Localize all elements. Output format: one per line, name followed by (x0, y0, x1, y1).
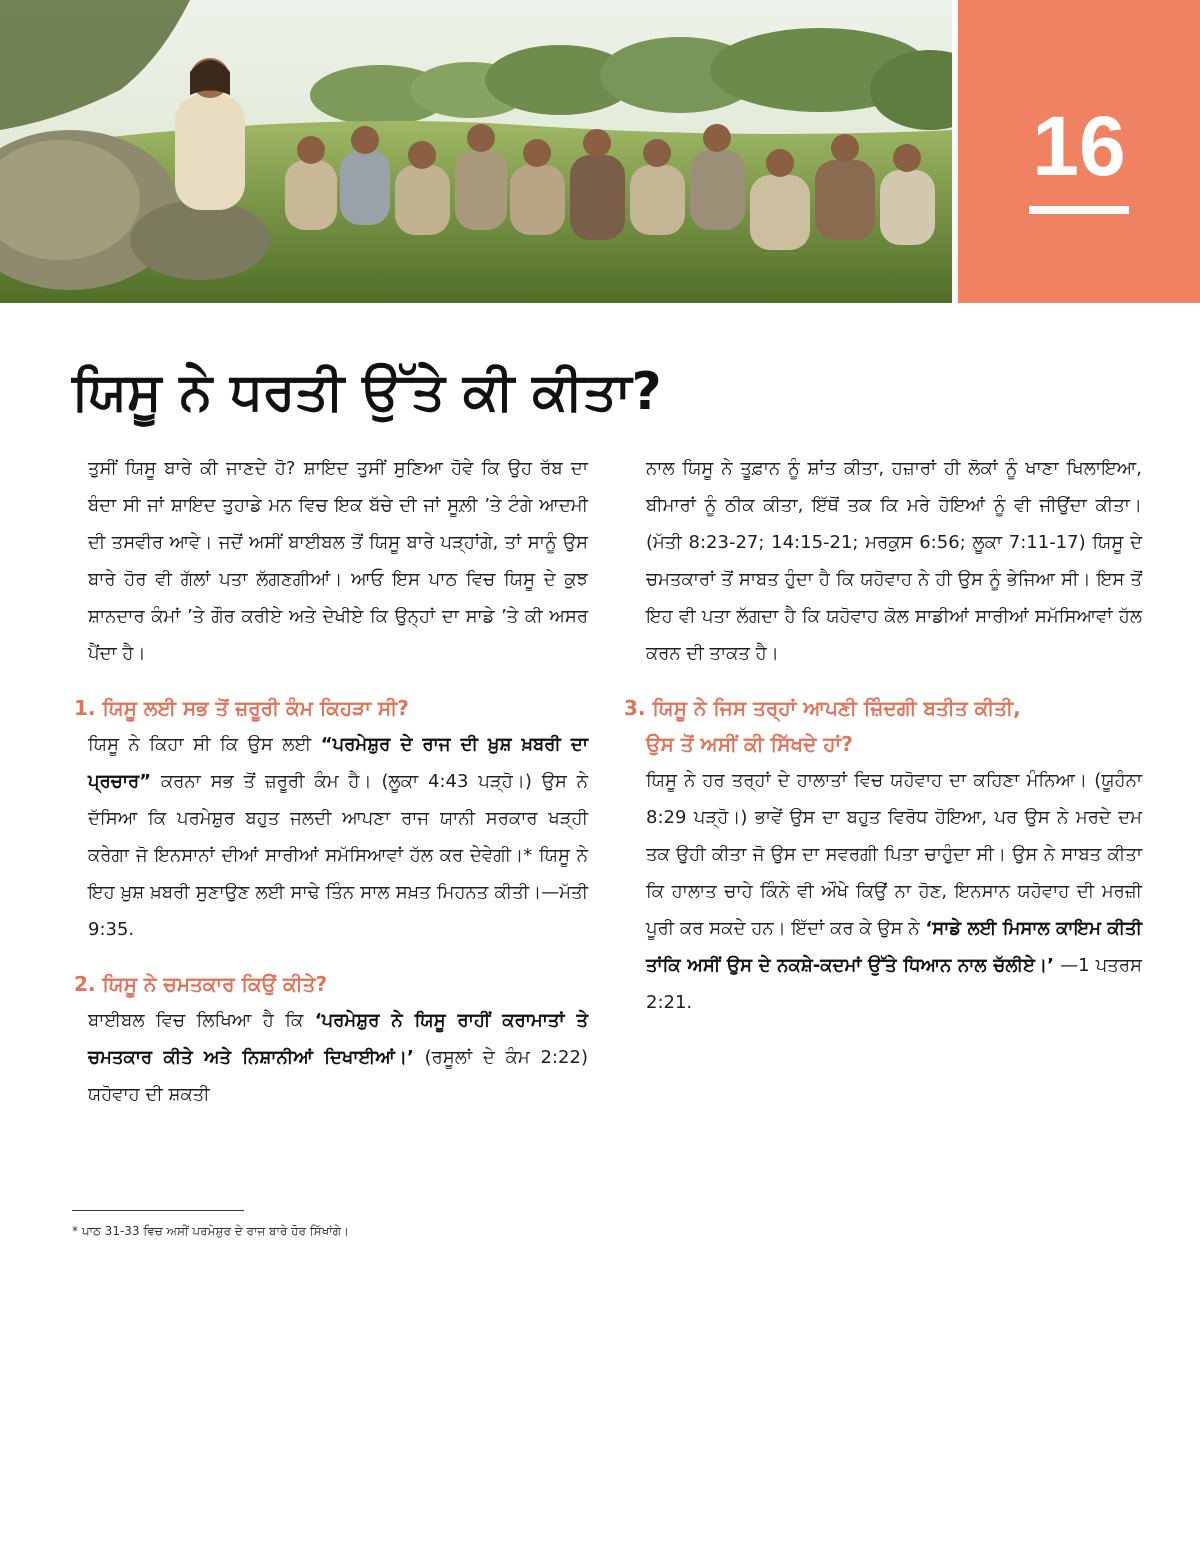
answer-1-paragraph (88, 726, 588, 948)
footnote-divider (72, 1210, 244, 1211)
question-2 (74, 966, 588, 1002)
question-1 (74, 690, 588, 726)
question-3-text-line-2: ਉਸ ਤੋਂ ਅਸੀਂ ਕੀ ਸਿੱਖਦੇ ਹਾਂ? (646, 732, 853, 756)
answer-3-emphasis: ‘ਸਾਡੇ ਲਈ ਮਿਸਾਲ ਕਾਇਮ ਕੀਤੀ ਤਾਂਕਿ ਅਸੀਂ ਉਸ ਦੇ ਨਕਸ਼ੇ-ਕਦਮਾਂ ਉੱਤੇ ਧਿਆਨ ਨਾਲ ਚੱਲੀਏ।’ (646, 918, 1142, 976)
answer-3-paragraph (646, 762, 1142, 1021)
lesson-number: 16 (1032, 99, 1126, 193)
right-column (624, 450, 1142, 1021)
question-3-number: 3. (624, 696, 646, 720)
question-1-text: ਯਿਸੂ ਲਈ ਸਭ ਤੋਂ ਜ਼ਰੂਰੀ ਕੰਮ ਕਿਹੜਾ ਸੀ? (102, 696, 409, 720)
answer-3-text-after: —1 ਪਤਰਸ 2:21. (646, 955, 1142, 1013)
answer-3-text-before: ਯਿਸੂ ਨੇ ਹਰ ਤਰ੍ਹਾਂ ਦੇ ਹਾਲਾਤਾਂ ਵਿਚ ਯਹੋਵਾਹ ਦਾ ਕਹਿਣਾ ਮੰਨਿਆ। (ਯੂਹੰਨਾ 8:29 ਪੜ੍ਹੋ।) ਭਾਵੇਂ ਉਸ ਦਾ ਬਹੁਤ ਵਿਰੋਧ ਹੋਇਆ, ਪਰ ਉਸ ਨੇ ਮਰਦੇ ਦਮ ਤਕ ਉਹੀ ਕੀਤਾ ਜੋ ਉਸ ਦਾ ਸਵਰਗੀ ਪਿਤਾ ਚਾਹੁੰਦਾ ਸੀ। ਉਸ ਨੇ ਸਾਬਤ ਕੀਤਾ ਕਿ ਹਾਲਾਤ ਚਾਹੇ ਕਿੰਨੇ ਵੀ ਔਖੇ ਕਿਉਂ ਨਾ ਹੋਣ, ਇਨਸਾਨ ਯਹੋਵਾਹ ਦੀ ਮਰਜ਼ੀ ਪੂਰੀ ਕਰ ਸਕਦੇ ਹਨ। ਇੱਦਾਂ ਕਰ ਕੇ ਉਸ ਨੇ (646, 770, 1142, 939)
intro-paragraph: ਤੁਸੀਂ ਯਿਸੂ ਬਾਰੇ ਕੀ ਜਾਣਦੇ ਹੋ? ਸ਼ਾਇਦ ਤੁਸੀਂ ਸੁਣਿਆ ਹੋਵੇ ਕਿ ਉਹ ਰੱਬ ਦਾ ਬੰਦਾ ਸੀ ਜਾਂ ਸ਼ਾਇਦ ਤੁਹਾਡੇ ਮਨ ਵਿਚ ਇਕ ਬੱਚੇ ਦੀ ਜਾਂ ਸੂਲ਼ੀ ’ਤੇ ਟੰਗੇ ਆਦਮੀ ਦੀ ਤਸਵੀਰ ਆਵੇ। ਜਦੋਂ ਅਸੀਂ ਬਾਈਬਲ ਤੋਂ ਯਿਸੂ ਬਾਰੇ ਪੜ੍ਹਾਂਗੇ, ਤਾਂ ਸਾਨੂੰ ਉਸ ਬਾਰੇ ਹੋਰ ਵੀ ਗੱਲਾਂ ਪਤਾ ਲੱਗਣਗੀਆਂ। ਆਓ ਇਸ ਪਾਠ ਵਿਚ ਯਿਸੂ ਦੇ ਕੁਝ ਸ਼ਾਨਦਾਰ ਕੰਮਾਂ ’ਤੇ ਗੌਰ ਕਰੀਏ ਅਤੇ ਦੇਖੀਏ ਕਿ ਉਨ੍ਹਾਂ ਦਾ ਸਾਡੇ ’ਤੇ ਕੀ ਅਸਰ ਪੈਂਦਾ ਹੈ। (88, 458, 588, 664)
answer-2-text-before: ਬਾਈਬਲ ਵਿਚ ਲਿਖਿਆ ਹੈ ਕਿ (88, 1010, 315, 1031)
question-3-line-1 (624, 690, 1142, 726)
hillside-scene-illustration (0, 0, 952, 303)
answer-2-continuation: ਨਾਲ ਯਿਸੂ ਨੇ ਤੂਫ਼ਾਨ ਨੂੰ ਸ਼ਾਂਤ ਕੀਤਾ, ਹਜ਼ਾਰਾਂ ਹੀ ਲੋਕਾਂ ਨੂੰ ਖਾਣਾ ਖਿਲਾਇਆ, ਬੀਮਾਰਾਂ ਨੂੰ ਠੀਕ ਕੀਤਾ, ਇੱਥੋਂ ਤਕ ਕਿ ਮਰੇ ਹੋਇਆਂ ਨੂੰ ਵੀ ਜੀਉਂਦਾ ਕੀਤਾ। (ਮੱਤੀ 8:23-27; 14:15-21; ਮਰਕੁਸ 6:56; ਲੂਕਾ 7:11-17) ਯਿਸੂ ਦੇ ਚਮਤਕਾਰਾਂ ਤੋਂ ਸਾਬਤ ਹੁੰਦਾ ਹੈ ਕਿ ਯਹੋਵਾਹ ਨੇ ਹੀ ਉਸ ਨੂੰ ਭੇਜਿਆ ਸੀ। ਇਸ ਤੋਂ ਇਹ ਵੀ ਪਤਾ ਲੱਗਦਾ ਹੈ ਕਿ ਯਹੋਵਾਹ ਕੋਲ ਸਾਡੀਆਂ ਸਾਰੀਆਂ ਸਮੱਸਿਆਵਾਂ ਹੱਲ ਕਰਨ ਦੀ ਤਾਕਤ ਹੈ। (646, 458, 1142, 664)
answer-2-paragraph (88, 1002, 588, 1113)
question-3-text-line-1: ਯਿਸੂ ਨੇ ਜਿਸ ਤਰ੍ਹਾਂ ਆਪਣੀ ਜ਼ਿੰਦਗੀ ਬਤੀਤ ਕੀਤੀ, (652, 696, 1021, 720)
question-3 (624, 690, 1142, 762)
footnote: * ਪਾਠ 31-33 ਵਿਚ ਅਸੀਂ ਪਰਮੇਸ਼ੁਰ ਦੇ ਰਾਜ ਬਾਰੇ ਹੋਰ ਸਿੱਖਾਂਗੇ। (72, 1224, 350, 1238)
question-2-text: ਯਿਸੂ ਨੇ ਚਮਤਕਾਰ ਕਿਉਂ ਕੀਤੇ? (102, 972, 328, 996)
answer-1-text-after: ਕਰਨਾ ਸਭ ਤੋਂ ਜ਼ਰੂਰੀ ਕੰਮ ਹੈ। (ਲੂਕਾ 4:43 ਪੜ੍ਹੋ।) ਉਸ ਨੇ ਦੱਸਿਆ ਕਿ ਪਰਮੇਸ਼ੁਰ ਬਹੁਤ ਜਲਦੀ ਆਪਣਾ ਰਾਜ ਯਾਨੀ ਸਰਕਾਰ ਖੜ੍ਹੀ ਕਰੇਗਾ ਜੋ ਇਨਸਾਨਾਂ ਦੀਆਂ ਸਾਰੀਆਂ ਸਮੱਸਿਆਵਾਂ ਹੱਲ ਕਰ ਦੇਵੇਗੀ।* ਯਿਸੂ ਨੇ ਇਹ ਖ਼ੁਸ਼ ਖ਼ਬਰੀ ਸੁਣਾਉਣ ਲਈ ਸਾਢੇ ਤਿੰਨ ਸਾਲ ਸਖ਼ਤ ਮਿਹਨਤ ਕੀਤੀ।—ਮੱਤੀ 9:35. (88, 771, 588, 940)
question-2-number: 2. (74, 972, 96, 996)
page-title: ਯਿਸੂ ਨੇ ਧਰਤੀ ਉੱਤੇ ਕੀ ਕੀਤਾ? (72, 362, 662, 422)
answer-2-emphasis: ‘ਪਰਮੇਸ਼ੁਰ ਨੇ ਯਿਸੂ ਰਾਹੀਂ ਕਰਾਮਾਤਾਂ ਤੇ ਚਮਤਕਾਰ ਕੀਤੇ ਅਤੇ ਨਿਸ਼ਾਨੀਆਂ ਦਿਖਾਈਆਂ।’ (88, 1010, 588, 1068)
answer-1-emphasis: “ਪਰਮੇਸ਼ੁਰ ਦੇ ਰਾਜ ਦੀ ਖ਼ੁਸ਼ ਖ਼ਬਰੀ ਦਾ ਪ੍ਰਚਾਰ” (88, 734, 589, 792)
answer-1-text-before: ਯਿਸੂ ਨੇ ਕਿਹਾ ਸੀ ਕਿ ਉਸ ਲਈ (88, 734, 321, 755)
question-1-number: 1. (74, 696, 96, 720)
lesson-number-underline (1029, 206, 1129, 214)
left-column (74, 450, 589, 1113)
answer-2-text-after: (ਰਸੂਲਾਂ ਦੇ ਕੰਮ 2:22) ਯਹੋਵਾਹ ਦੀ ਸ਼ਕਤੀ (88, 1047, 588, 1105)
hero-image (0, 0, 952, 303)
lesson-number-panel (958, 0, 1200, 303)
